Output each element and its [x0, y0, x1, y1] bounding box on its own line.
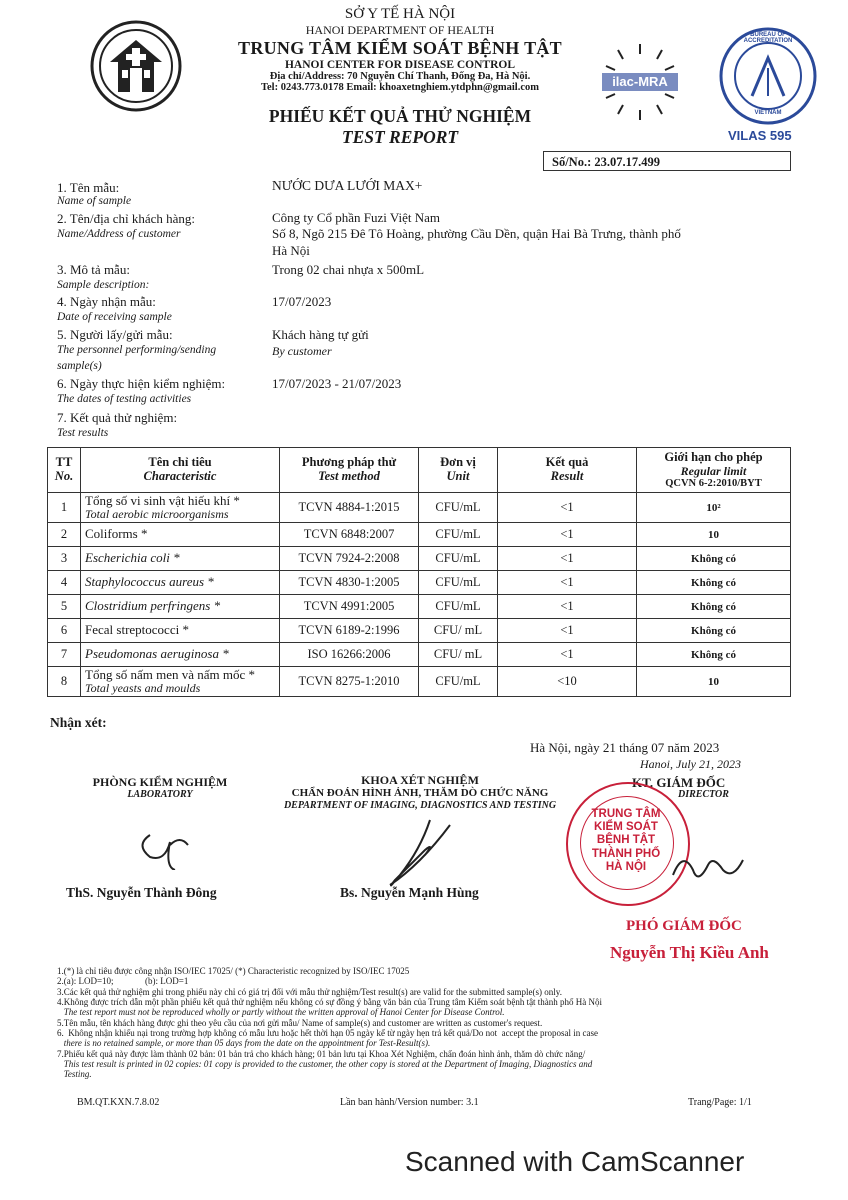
header-address: Địa chỉ/Address: 70 Nguyễn Chí Thanh, Đống Đa, Hà Nội.	[269, 71, 531, 82]
title-vi: PHIẾU KẾT QUẢ THỬ NGHIỆM	[268, 106, 532, 126]
desc-label: 3. Mô tả mẫu:	[57, 262, 130, 277]
sample-name-label: 1. Tên mẫu:	[57, 180, 120, 195]
cell-limit: Không có	[637, 643, 791, 667]
director-role: PHÓ GIÁM ĐỐC	[626, 918, 742, 934]
sign-date-en: Hanoi, July 21, 2023	[640, 757, 741, 771]
dept-signer-name: Bs. Nguyễn Mạnh Hùng	[340, 885, 479, 900]
cell-unit: CFU/mL	[419, 493, 498, 523]
accreditation-seal	[718, 26, 818, 126]
table-row	[48, 493, 791, 523]
cell-limit: Không có	[637, 619, 791, 643]
header-contact: Tel: 0243.773.0178 Email: khoaxetnghiem.ytdphn@gmail.com	[260, 82, 540, 93]
col-char-label: Tên chỉ tiêu	[148, 455, 212, 470]
received-label-en: Date of receiving sample	[57, 311, 172, 323]
cell-unit: CFU/mL	[419, 595, 498, 619]
testdate-label: 6. Ngày thực hiện kiểm nghiệm:	[57, 376, 226, 391]
sender-label-en-2: sample(s)	[57, 360, 102, 372]
cell-result: <1	[498, 595, 637, 619]
cell-unit: CFU/mL	[419, 667, 498, 697]
customer-address-1: Số 8, Ngõ 215 Đê Tô Hoàng, phường Cầu Dền, quận Hai Bà Trưng, thành phố	[272, 226, 681, 241]
hcdc-logo	[88, 18, 184, 114]
header-line3: TRUNG TÂM KIỂM SOÁT BỆNH TẬT	[238, 38, 562, 58]
cell-result: <1	[498, 547, 637, 571]
cell-method: TCVN 8275-1:2010	[280, 667, 419, 697]
table-row	[48, 643, 791, 667]
results-label-en: Test results	[57, 427, 109, 439]
lab-signer-name: ThS. Nguyễn Thành Đông	[66, 885, 217, 900]
dept-title-2: CHẨN ĐOÁN HÌNH ẢNH, THĂM DÒ CHỨC NĂNG	[291, 787, 549, 799]
col-unit-label-en: Unit	[446, 469, 470, 483]
cell-result: <1	[498, 643, 637, 667]
cell-method: TCVN 4884-1:2015	[280, 493, 419, 523]
cell-result: <1	[498, 571, 637, 595]
cell-unit: CFU/mL	[419, 547, 498, 571]
cell-characteristic-vi: Fecal streptococci *	[85, 622, 189, 638]
cell-characteristic-vi: Coliforms *	[85, 526, 148, 542]
cell-characteristic-vi: Tổng số nấm men và nấm mốc *	[85, 666, 256, 682]
table-row	[48, 619, 791, 643]
stamp-text	[588, 808, 664, 874]
vilas-code: VILAS 595	[728, 128, 792, 143]
sender-label-en-1: The personnel performing/sending	[57, 344, 217, 356]
cell-result: <1	[498, 619, 637, 643]
table-row	[48, 595, 791, 619]
cell-characteristic	[81, 493, 280, 523]
col-limit-label: Giới hạn cho phép	[664, 449, 763, 464]
footnote-line: 1.(*) là chỉ tiêu được công nhận ISO/IEC 17025/ (*) Characteristic recognized by ISO/IEC 17025	[57, 966, 410, 976]
results-table	[47, 447, 791, 697]
col-method-label: Phương pháp thử	[301, 455, 397, 470]
col-method	[280, 448, 419, 493]
received-date: 17/07/2023	[272, 294, 332, 309]
sign-date-vi: Hà Nội, ngày 21 tháng 07 năm 2023	[530, 740, 720, 755]
cell-limit: Không có	[637, 547, 791, 571]
footnote-line: 2.(a): LOD=10; (b): LOD=1	[57, 976, 189, 987]
director-title: KT. GIÁM ĐỐC	[632, 775, 726, 790]
customer-name: Công ty Cổ phần Fuzi Việt Nam	[272, 210, 440, 225]
stamp-line2: KIỂM SOÁT	[594, 821, 658, 834]
footnote-line: Testing.	[57, 1069, 92, 1080]
table-header-row	[48, 448, 791, 493]
cell-no: 4	[48, 571, 81, 595]
cell-limit: 10	[637, 523, 791, 547]
footnote-line: 5.Tên mẫu, tên khách hàng được ghi theo yêu cầu của nơi gửi mẫu/ Name of sample(s) and customer are written as customer's request.	[57, 1017, 543, 1028]
cell-method: ISO 16266:2006	[280, 643, 419, 667]
cell-unit: CFU/ mL	[419, 619, 498, 643]
ilac-mra-logo	[598, 40, 682, 124]
report-number: Số/No.: 23.07.17.499	[543, 151, 791, 171]
col-characteristic	[81, 448, 280, 493]
cell-no: 2	[48, 523, 81, 547]
col-method-label-en: Test method	[318, 469, 380, 483]
camscanner-watermark: Scanned with CamScanner	[405, 1146, 745, 1177]
table-row	[48, 547, 791, 571]
sample-name-label-en: Name of sample	[57, 195, 132, 207]
received-label: 4. Ngày nhận mẫu:	[57, 294, 156, 309]
col-result-label: Kết quả	[545, 455, 589, 470]
cell-result: <1	[498, 523, 637, 547]
desc-label-en: Sample description:	[57, 279, 150, 291]
col-unit-label: Đơn vị	[440, 455, 476, 470]
table-row	[48, 523, 791, 547]
cell-no: 1	[48, 493, 81, 523]
cell-characteristic-en: Total aerobic microorganisms	[85, 507, 229, 522]
cell-characteristic-en: Total yeasts and moulds	[85, 681, 201, 696]
stamp-line1: TRUNG TÂM	[591, 808, 661, 820]
footnote-line: 7.Phiếu kết quả này được làm thành 02 bản: 01 bản trả cho khách hàng; 01 bản lưu tại Khoa Xét Nghiệm, chẩn đoán hình ảnh, thăm dò chức năng/	[57, 1048, 586, 1059]
customer-label: 2. Tên/địa chỉ khách hàng:	[57, 211, 196, 226]
col-no-label-en: No.	[54, 469, 74, 483]
col-unit	[419, 448, 498, 493]
cell-method: TCVN 6848:2007	[280, 523, 419, 547]
sample-desc: Trong 02 chai nhựa x 500mL	[272, 262, 425, 277]
dept-title-en: DEPARTMENT OF IMAGING, DIAGNOSTICS AND TESTING	[283, 800, 557, 811]
cell-no: 8	[48, 667, 81, 697]
col-limit-label-en: Regular limit	[680, 463, 747, 478]
accreditation-country: VIETNAM	[754, 110, 782, 116]
stamp-line5: HÀ NỘI	[605, 860, 647, 873]
stamp-line3: BỆNH TẬT	[596, 834, 656, 847]
version-number: Lần ban hành/Version number: 3.1	[340, 1097, 479, 1108]
cell-characteristic-vi: Staphylococcus aureus *	[85, 574, 214, 590]
header-line1: SỞ Y TẾ HÀ NỘI	[344, 6, 456, 22]
lab-signature	[130, 815, 200, 875]
title-en: TEST REPORT	[341, 127, 459, 147]
lab-title: PHÒNG KIỂM NGHIỆM	[92, 775, 228, 789]
cell-unit: CFU/mL	[419, 571, 498, 595]
page-number: Trang/Page: 1/1	[688, 1097, 752, 1108]
testdate-label-en: The dates of testing activities	[57, 393, 192, 405]
table-row	[48, 571, 791, 595]
cell-unit: CFU/ mL	[419, 643, 498, 667]
header-line2: HANOI DEPARTMENT OF HEALTH	[305, 23, 495, 37]
cell-limit: 10²	[637, 493, 791, 523]
cell-limit: Không có	[637, 595, 791, 619]
table-row	[48, 667, 791, 697]
director-name: Nguyễn Thị Kiều Anh	[610, 943, 769, 962]
cell-characteristic	[81, 547, 280, 571]
footnotes	[57, 966, 757, 1080]
col-char-label-en: Characteristic	[143, 469, 217, 483]
footnote-line: 4.Không được trích dẫn một phần phiếu kết quả thử nghiệm nếu không có sự đồng ý bằng văn bản của Trung tâm Kiểm soát bệnh tật thành phố Hà Nội	[57, 997, 603, 1008]
cell-limit: 10	[637, 667, 791, 697]
cell-method: TCVN 7924-2:2008	[280, 547, 419, 571]
cell-characteristic	[81, 667, 280, 697]
cell-result: <1	[498, 493, 637, 523]
header-line4: HANOI CENTER FOR DISEASE CONTROL	[284, 59, 516, 71]
cell-characteristic-vi: Tổng số vi sinh vật hiếu khí *	[85, 492, 240, 508]
cell-characteristic	[81, 595, 280, 619]
test-dates: 17/07/2023 - 21/07/2023	[272, 376, 402, 391]
cell-unit: CFU/mL	[419, 523, 498, 547]
col-limit	[637, 448, 791, 493]
footnote-line: there is no retained sample, or more than 05 days from the date on the appointment for Test-Result(s).	[57, 1038, 431, 1049]
footnote-line: 6. Không nhận khiếu nại trong trường hợp không có mẫu lưu hoặc hết thời hạn 05 ngày kể từ ngày hẹn trả kết quả/Do not accept the proposal in case	[57, 1028, 599, 1039]
form-code: BM.QT.KXN.7.8.02	[77, 1097, 160, 1108]
director-title-en: DIRECTOR	[678, 789, 729, 800]
footnote-line: The test report must not be reproduced wholly or partly without the written approval of Hanoi Center for Disease Control.	[57, 1007, 505, 1018]
cell-characteristic-vi: Clostridium perfringens *	[85, 598, 221, 614]
cell-method: TCVN 6189-2:1996	[280, 619, 419, 643]
cell-characteristic	[81, 643, 280, 667]
sample-name: NƯỚC DƯA LƯỚI MAX+	[272, 178, 423, 193]
customer-address-2: Hà Nội	[272, 243, 310, 258]
sender-label: 5. Người lấy/gửi mẫu:	[57, 327, 173, 342]
cell-characteristic	[81, 523, 280, 547]
sender-en: By customer	[272, 344, 332, 358]
stamp-line4: THÀNH PHỐ	[591, 847, 661, 860]
customer-label-en: Name/Address of customer	[57, 228, 181, 240]
cell-no: 7	[48, 643, 81, 667]
col-no	[48, 448, 81, 493]
col-result-label-en: Result	[550, 469, 584, 483]
cell-characteristic	[81, 619, 280, 643]
cell-characteristic-vi: Pseudomonas aeruginosa *	[85, 646, 229, 662]
footnote-line: 3.Các kết quả thử nghiệm ghi trong phiếu này chỉ có giá trị đối với mẫu thử nghiệm/Test result(s) are valid for the submitted sample(s) only.	[57, 986, 562, 997]
col-no-label: TT	[55, 455, 73, 470]
ilac-text: ilac-MRA	[612, 74, 668, 89]
cell-characteristic	[81, 571, 280, 595]
report-title	[200, 106, 600, 148]
sender: Khách hàng tự gửi	[272, 327, 369, 342]
cell-method: TCVN 4830-1:2005	[280, 571, 419, 595]
cell-limit: Không có	[637, 571, 791, 595]
accreditation-ring-text: BUREAU OF ACCREDITATION	[743, 32, 793, 44]
results-label: 7. Kết quả thử nghiệm:	[57, 410, 178, 425]
footnote-line: This test result is printed in 02 copies: 01 copy is provided to the customer, the other copy is stored at the Department of Imaging, Diagnostics and	[57, 1059, 593, 1070]
director-signature	[668, 845, 748, 895]
cell-no: 3	[48, 547, 81, 571]
cell-no: 6	[48, 619, 81, 643]
cell-method: TCVN 4991:2005	[280, 595, 419, 619]
remarks-label: Nhận xét:	[50, 715, 107, 730]
lab-title-en: LABORATORY	[127, 789, 193, 800]
col-limit-std: QCVN 6-2:2010/BYT	[665, 477, 762, 489]
dept-title: KHOA XÉT NGHIỆM	[361, 773, 479, 787]
cell-characteristic-vi: Escherichia coli *	[85, 550, 180, 566]
cell-result: <10	[498, 667, 637, 697]
col-result	[498, 448, 637, 493]
cell-no: 5	[48, 595, 81, 619]
letterhead	[200, 6, 600, 93]
